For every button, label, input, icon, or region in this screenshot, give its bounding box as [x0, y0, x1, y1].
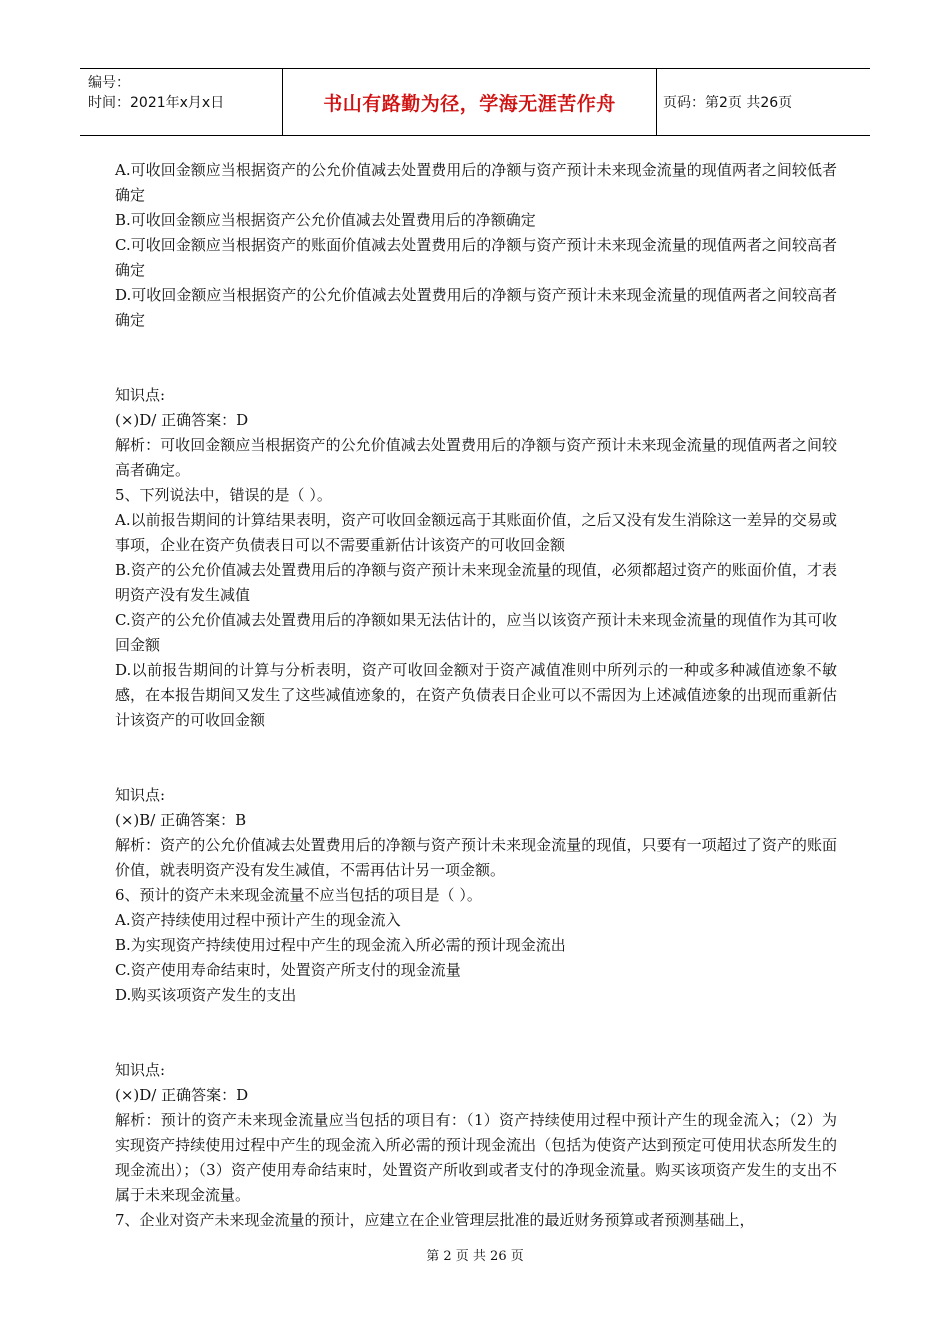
- paragraph: 7、企业对资产未来现金流量的预计，应建立在企业管理层批准的最近财务预算或者预测基础上，: [115, 1211, 755, 1229]
- paragraph: (×)D/ 正确答案：D: [115, 1086, 249, 1104]
- paragraph: 解析：资产的公允价值减去处置费用后的净额与资产预计未来现金流量的现值，只要有一项超过了资产的账面价值，就表明资产没有发生减值，不需再估计另一项金额。: [115, 836, 837, 879]
- header-meta: [80, 69, 283, 135]
- paragraph: D.购买该项资产发生的支出: [115, 986, 297, 1004]
- page-header: [80, 68, 870, 136]
- document-body: [115, 158, 837, 1233]
- paragraph: A.资产持续使用过程中预计产生的现金流入: [115, 911, 401, 929]
- paragraph: D.可收回金额应当根据资产的公允价值减去处置费用后的净额与资产预计未来现金流量的现值两者之间较高者确定: [115, 286, 837, 329]
- paragraph: 解析：预计的资产未来现金流量应当包括的项目有：（1）资产持续使用过程中预计产生的现金流入；（2）为实现资产持续使用过程中产生的现金流入所必需的预计现金流出（包括为使资产达到预定可使用状态所发生的现金流出）；（3）资产使用寿命结束时，处置资产所收到或者支付的净现金流量。购买该项资产发生的支出不属于未来现金流量。: [115, 1111, 837, 1204]
- paragraph: 知识点:: [115, 1061, 166, 1079]
- paragraph: 6、预计的资产未来现金流量不应当包括的项目是（ ）。: [115, 886, 482, 904]
- paragraph-gap: [115, 733, 837, 783]
- paragraph: C.资产的公允价值减去处置费用后的净额如果无法估计的，应当以该资产预计未来现金流量的现值作为其可收回金额: [115, 611, 837, 654]
- paragraph: (×)D/ 正确答案：D: [115, 411, 249, 429]
- paragraph: 解析：可收回金额应当根据资产的公允价值减去处置费用后的净额与资产预计未来现金流量的现值两者之间较高者确定。: [115, 436, 837, 479]
- paragraph-gap: [115, 1008, 837, 1058]
- paragraph: A.可收回金额应当根据资产的公允价值减去处置费用后的净额与资产预计未来现金流量的现值两者之间较低者确定: [115, 161, 837, 204]
- paragraph: 知识点:: [115, 386, 166, 404]
- paragraph: D.以前报告期间的计算与分析表明，资产可收回金额对于资产减值准则中所列示的一种或多种减值迹象不敏感，在本报告期间又发生了这些减值迹象的，在资产负债表日企业可以不需因为上述减值迹象的出现而重新估计该资产的可收回金额: [115, 661, 837, 729]
- paragraph: B.资产的公允价值减去处置费用后的净额与资产预计未来现金流量的现值，必须都超过资产的账面价值，才表明资产没有发生减值: [115, 561, 837, 604]
- paragraph: B.为实现资产持续使用过程中产生的现金流入所必需的预计现金流出: [115, 936, 566, 954]
- paragraph-gap: [115, 333, 837, 383]
- header-page-label: 页码：第2页 共26页: [663, 95, 793, 111]
- number-label: 编号：: [88, 75, 130, 91]
- paragraph: C.可收回金额应当根据资产的账面价值减去处置费用后的净额与资产预计未来现金流量的现值两者之间较高者确定: [115, 236, 837, 279]
- paragraph: B.可收回金额应当根据资产公允价值减去处置费用后的净额确定: [115, 211, 536, 229]
- paragraph: C.资产使用寿命结束时，处置资产所支付的现金流量: [115, 961, 461, 979]
- header-motto: 书山有路勤为径，学海无涯苦作舟: [283, 69, 657, 135]
- time-label: 时间：2021年x月x日: [88, 95, 225, 111]
- paragraph: 知识点:: [115, 786, 166, 804]
- paragraph: (×)B/ 正确答案：B: [115, 811, 247, 829]
- paragraph: A.以前报告期间的计算结果表明，资产可收回金额远高于其账面价值，之后又没有发生消除这一差异的交易或事项，企业在资产负债表日可以不需要重新估计该资产的可收回金额: [115, 511, 837, 554]
- paragraph: 5、下列说法中，错误的是（ ）。: [115, 486, 332, 504]
- page-footer: 第 2 页 共 26 页: [426, 1249, 524, 1264]
